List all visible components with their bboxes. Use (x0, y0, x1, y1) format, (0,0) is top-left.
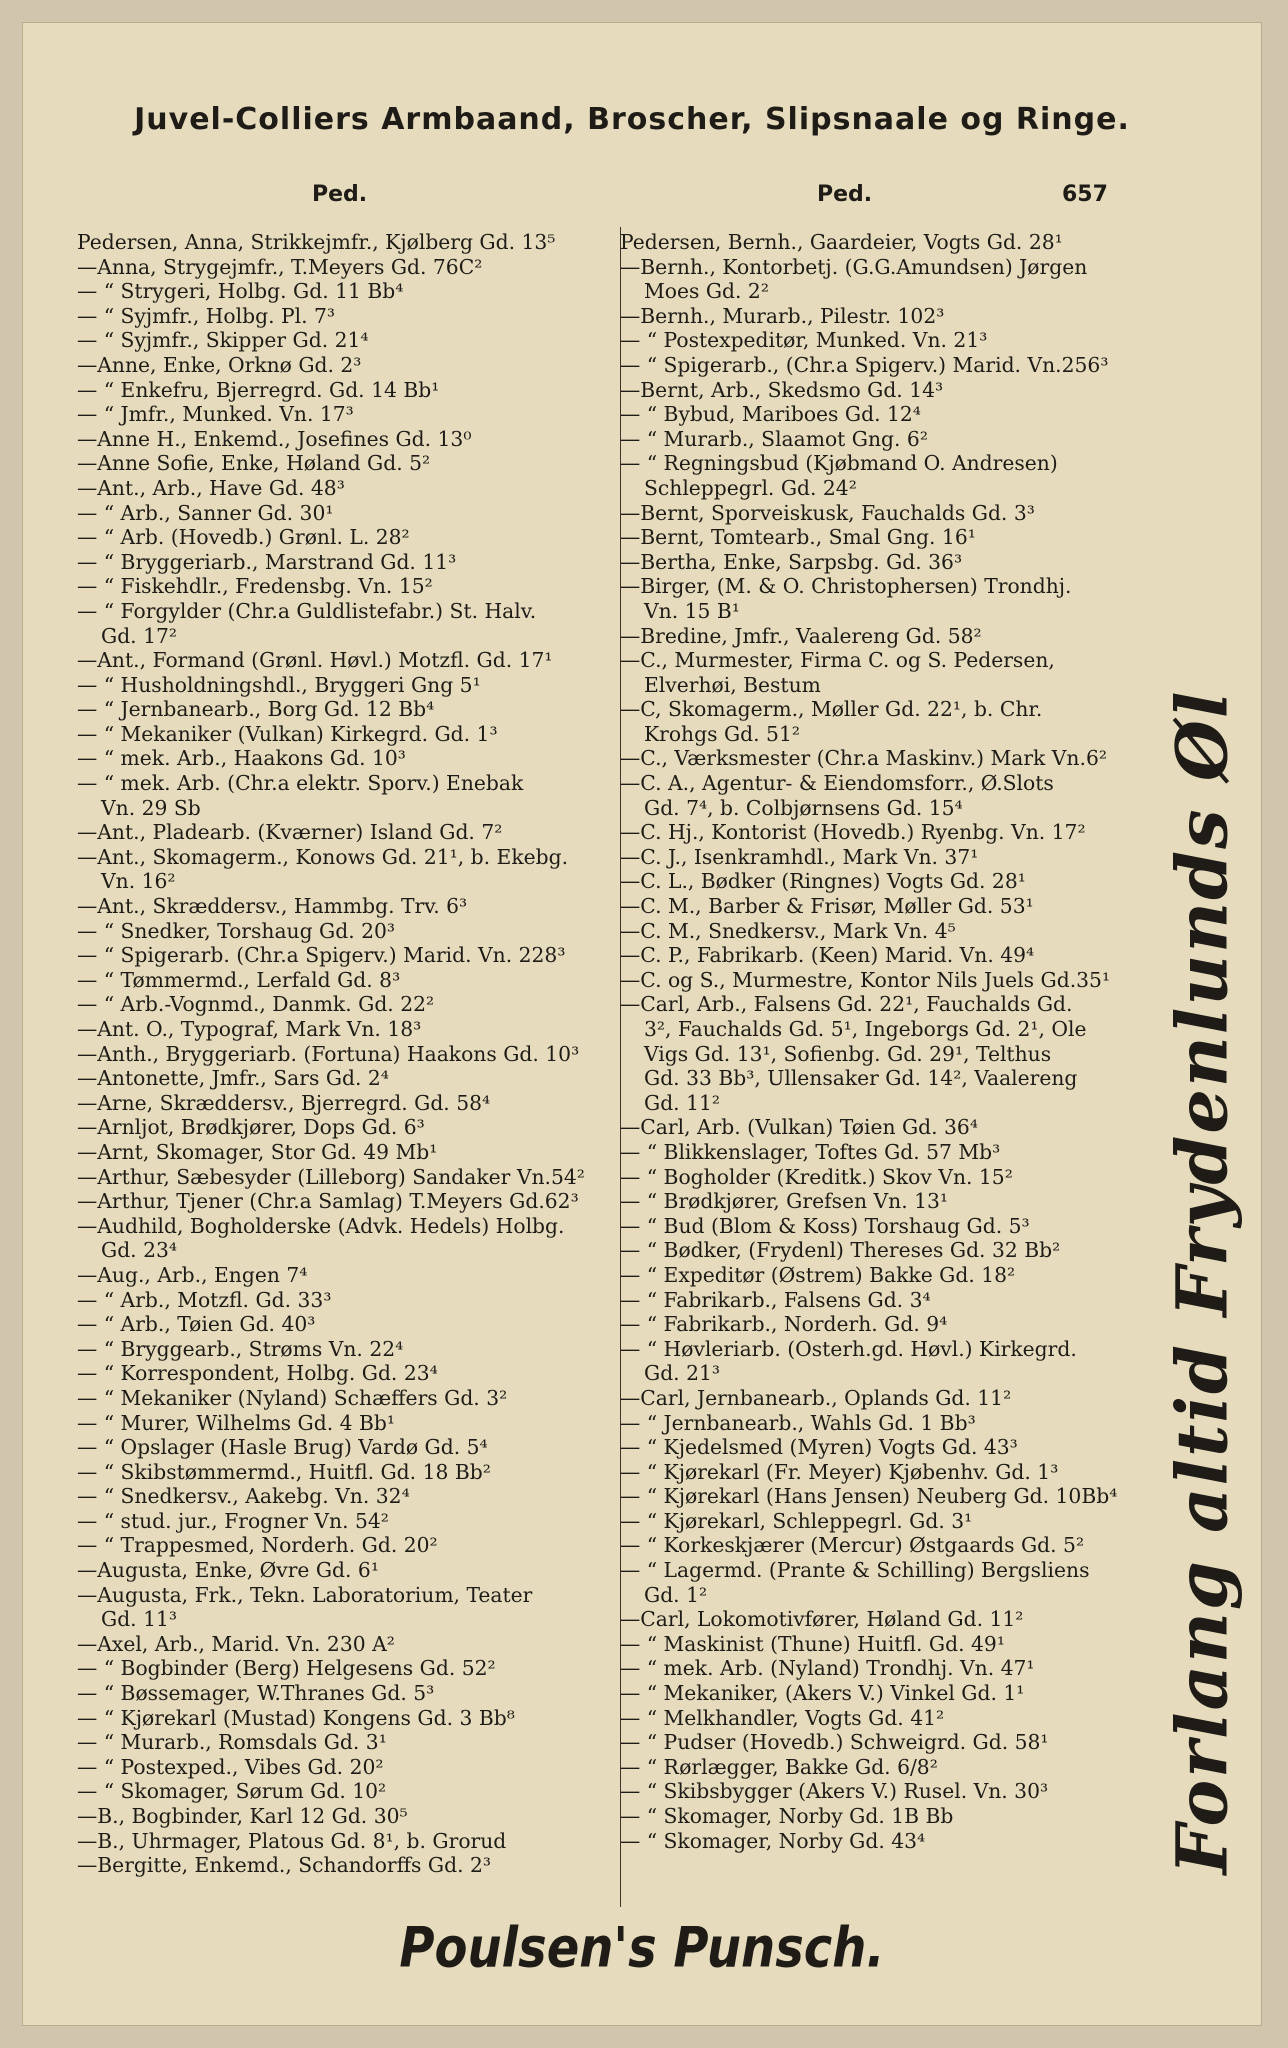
directory-entry: — “ Tømmermd., Lerfald Gd. 8³ (77, 967, 401, 992)
entry-continuation-line: Vn. 16² (101, 869, 176, 894)
directory-entry: — “ Blikkenslager, Toftes Gd. 57 Mb³ (620, 1139, 1001, 1164)
entry-continuation-line: Krohgs Gd. 51² (644, 721, 800, 746)
entry-continuation-line: Gd. 17² (101, 623, 178, 648)
directory-entry: —C. L., Bødker (Ringnes) Vogts Gd. 28¹ (620, 869, 1026, 894)
directory-entry: —Bernh., Kontorbetj. (G.G.Amundsen) Jørgen (620, 254, 1088, 279)
directory-entry: —Carl, Lokomotivfører, Høland Gd. 11² (620, 1607, 1024, 1632)
top-advertisement: Juvel-Colliers Armbaand, Broscher, Slipsnaale og Ringe. (134, 102, 1130, 137)
directory-entry: — “ Fabrikarb., Falsens Gd. 3⁴ (620, 1287, 931, 1312)
directory-entry: —Bertha, Enke, Sarpsbg. Gd. 36³ (620, 549, 963, 574)
directory-entry: —Anne H., Enkemd., Josefines Gd. 13⁰ (77, 426, 472, 451)
left-column (77, 230, 617, 1878)
directory-entry: — “ Regningsbud (Kjøbmand O. Andresen) (620, 451, 1058, 476)
directory-entry: — “ Skomager, Sørum Gd. 10² (77, 1779, 387, 1804)
directory-entry: — “ Arb., Motzfl. Gd. 33³ (77, 1287, 332, 1312)
directory-entry: — “ Expeditør (Østrem) Bakke Gd. 18² (620, 1262, 1016, 1287)
directory-entry: — “ mek. Arb., Haakons Gd. 10³ (77, 746, 406, 771)
header-center-keyword: Ped. (817, 182, 873, 207)
directory-entry: —C, Skomagerm., Møller Gd. 22¹, b. Chr. (620, 697, 1043, 722)
directory-entry: — “ Jmfr., Munked. Vn. 17³ (77, 402, 354, 427)
entry-continuation-line: Gd. 11³ (101, 1607, 178, 1632)
directory-entry: —Bernt, Sporveiskusk, Fauchalds Gd. 3³ (620, 500, 1035, 525)
directory-entry: — “ Bøssemager, W.Thranes Gd. 5³ (77, 1681, 435, 1706)
directory-entry: —Ant. O., Typograf, Mark Vn. 18³ (77, 1017, 422, 1041)
directory-entry: —B., Bogbinder, Karl 12 Gd. 30⁵ (77, 1804, 408, 1828)
directory-entry: —Carl, Jernbanearb., Oplands Gd. 11² (620, 1385, 1012, 1410)
directory-entry: — “ Mekaniker (Nyland) Schæffers Gd. 3² (77, 1385, 508, 1410)
directory-entry: —Axel, Arb., Marid. Vn. 230 A² (77, 1631, 395, 1656)
entry-continuation-line: Vigs Gd. 13¹, Sofienbg. Gd. 29¹, Telthus (644, 1041, 1052, 1066)
directory-entry: Pedersen, Anna, Strikkejmfr., Kjølberg Gd. 13⁵ (77, 230, 556, 254)
directory-entry: — “ Jernbanearb., Borg Gd. 12 Bb⁴ (77, 697, 435, 722)
directory-entry: —Bernt, Tomtearb., Smal Gng. 16¹ (620, 525, 976, 550)
directory-entry: —Anne Sofie, Enke, Høland Gd. 5² (77, 451, 431, 476)
directory-entry: — “ Murarb., Romsdals Gd. 3¹ (77, 1730, 387, 1755)
directory-entry: — “ Kjørekarl (Hans Jensen) Neuberg Gd. 10Bb⁴ (620, 1484, 1118, 1509)
directory-entry: — “ Bogholder (Kreditk.) Skov Vn. 15² (620, 1164, 1013, 1189)
directory-entry: — “ Rørlægger, Bakke Gd. 6/8² (620, 1754, 938, 1779)
directory-entry: — “ Enkefru, Bjerregrd. Gd. 14 Bb¹ (77, 377, 440, 402)
entry-continuation-line: Gd. 1² (644, 1582, 708, 1607)
directory-entry: —Aug., Arb., Engen 7⁴ (77, 1262, 308, 1287)
directory-entry: — “ Skomager, Norby Gd. 1B Bb (620, 1804, 954, 1828)
directory-entry: —Ant., Skræddersv., Hammbg. Trv. 6³ (77, 894, 468, 919)
directory-entry: —C. M., Snedkersv., Mark Vn. 4⁵ (620, 918, 956, 943)
directory-entry: — “ Forgylder (Chr.a Guldlistefabr.) St. Halv. (77, 598, 537, 623)
directory-entry: —C., Murmester, Firma C. og S. Pedersen, (620, 648, 1055, 673)
directory-entry: — “ Spigerarb., (Chr.a Spigerv.) Marid. Vn.256³ (620, 352, 1109, 377)
entry-continuation-line: Gd. 23⁴ (101, 1238, 178, 1263)
directory-entry: —C. og S., Murmestre, Kontor Nils Juels Gd.35¹ (620, 967, 1111, 992)
directory-entry: — “ Arb. (Hovedb.) Grønl. L. 28² (77, 525, 410, 550)
directory-entry: — “ Postexpeditør, Munked. Vn. 21³ (620, 328, 988, 353)
directory-entry: —Arthur, Tjener (Chr.a Samlag) T.Meyers Gd.62³ (77, 1189, 579, 1214)
directory-entry: — “ Bryggeriarb., Marstrand Gd. 11³ (77, 549, 457, 574)
directory-entry: — “ Arb.-Vognmd., Danmk. Gd. 22² (77, 992, 435, 1017)
entry-continuation-line: 3², Fauchalds Gd. 5¹, Ingeborgs Gd. 2¹, Ole (644, 1017, 1087, 1041)
directory-entry: —Audhild, Bogholderske (Advk. Hedels) Holbg. (77, 1213, 565, 1238)
directory-entry: — “ Skomager, Norby Gd. 43⁴ (620, 1828, 926, 1853)
directory-entry: — “ mek. Arb. (Nyland) Trondhj. Vn. 47¹ (620, 1656, 1035, 1681)
directory-entry: —C. J., Isenkramhdl., Mark Vn. 37¹ (620, 844, 979, 869)
directory-entry: —Augusta, Enke, Øvre Gd. 6¹ (77, 1558, 379, 1583)
directory-entry: — “ Kjedelsmed (Myren) Vogts Gd. 43³ (620, 1435, 1018, 1460)
directory-entry: — “ Bødker, (Frydenl) Thereses Gd. 32 Bb² (620, 1238, 1061, 1263)
directory-entry: — “ Arb., Tøien Gd. 40³ (77, 1312, 316, 1337)
directory-entry: — “ Murer, Wilhelms Gd. 4 Bb¹ (77, 1410, 395, 1435)
directory-entry: — “ Trappesmed, Norderh. Gd. 20² (77, 1533, 438, 1558)
directory-entry: — “ Mekaniker, (Akers V.) Vinkel Gd. 1¹ (620, 1681, 1025, 1706)
directory-entry: —Antonette, Jmfr., Sars Gd. 2⁴ (77, 1066, 389, 1091)
directory-entry: — “ Syjmfr., Skipper Gd. 21⁴ (77, 328, 369, 353)
directory-entry: — “ Syjmfr., Holbg. Pl. 7³ (77, 303, 336, 328)
right-column (620, 230, 1160, 1853)
directory-entry: — “ Bybud, Mariboes Gd. 12⁴ (620, 402, 921, 427)
directory-entry: — “ Mekaniker (Vulkan) Kirkegrd. Gd. 1³ (77, 721, 498, 746)
directory-entry: —Anth., Bryggeriarb. (Fortuna) Haakons Gd. 10³ (77, 1041, 580, 1066)
directory-entry: — “ Postexped., Vibes Gd. 20² (77, 1754, 384, 1779)
directory-entry: —Ant., Arb., Have Gd. 48³ (77, 475, 345, 500)
directory-entry: — “ Høvleriarb. (Osterh.gd. Høvl.) Kirkegrd. (620, 1336, 1077, 1361)
directory-entry: —C. M., Barber & Frisør, Møller Gd. 53¹ (620, 894, 1034, 919)
directory-entry: —Carl, Arb. (Vulkan) Tøien Gd. 36⁴ (620, 1115, 978, 1140)
directory-entry: — “ Snedkersv., Aakebg. Vn. 32⁴ (77, 1484, 410, 1509)
directory-entry: — “ Kjørekarl (Mustad) Kongens Gd. 3 Bb⁸ (77, 1705, 515, 1730)
directory-entry: —Augusta, Frk., Tekn. Laboratorium, Teater (77, 1582, 533, 1607)
directory-entry: — “ Brødkjører, Grefsen Vn. 13¹ (620, 1189, 949, 1214)
directory-entry: —C. A., Agentur- & Eiendomsforr., Ø.Slots (620, 771, 1054, 796)
directory-entry: — “ Bogbinder (Berg) Helgesens Gd. 52² (77, 1656, 496, 1681)
entry-continuation-line: Moes Gd. 2² (644, 279, 769, 304)
directory-entry: —C. Hj., Kontorist (Hovedb.) Ryenbg. Vn. 17² (620, 820, 1086, 845)
directory-entry: —B., Uhrmager, Platous Gd. 8¹, b. Grorud (77, 1828, 507, 1853)
directory-entry: — “ Strygeri, Holbg. Gd. 11 Bb⁴ (77, 279, 404, 304)
directory-entry: — “ Husholdningshdl., Bryggeri Gng 5¹ (77, 672, 481, 697)
bottom-advertisement: Poulsen's Punsch. (399, 1915, 885, 1981)
directory-entry: — “ Kjørekarl (Fr. Meyer) Kjøbenhv. Gd. 1³ (620, 1459, 1059, 1484)
directory-entry: —Arthur, Sæbesyder (Lilleborg) Sandaker Vn.54² (77, 1164, 585, 1189)
directory-entry: —Birger, (M. & O. Christophersen) Trondhj. (620, 574, 1072, 599)
directory-page (22, 22, 1262, 2026)
directory-entry: — “ Jernbanearb., Wahls Gd. 1 Bb³ (620, 1410, 976, 1435)
entry-continuation-line: Gd. 33 Bb³, Ullensaker Gd. 14², Vaalereng (644, 1066, 1078, 1091)
directory-entry: —Ant., Skomagerm., Konows Gd. 21¹, b. Ekebg. (77, 844, 569, 869)
entry-continuation-line: Vn. 29 Sb (101, 795, 201, 820)
directory-entry: — “ Bud (Blom & Koss) Torshaug Gd. 5³ (620, 1213, 1030, 1238)
directory-entry: — “ Maskinist (Thune) Huitfl. Gd. 49¹ (620, 1631, 1005, 1656)
directory-entry: —Arnljot, Brødkjører, Dops Gd. 6³ (77, 1115, 425, 1140)
directory-entry: Pedersen, Bernh., Gaardeier, Vogts Gd. 28¹ (620, 230, 1063, 254)
directory-entry: — “ Melkhandler, Vogts Gd. 41² (620, 1705, 945, 1730)
directory-entry: — “ Kjørekarl, Schleppegrl. Gd. 3¹ (620, 1508, 973, 1533)
directory-entry: — “ Skibsbygger (Akers V.) Rusel. Vn. 30³ (620, 1779, 1049, 1804)
directory-entry: — “ Fabrikarb., Norderh. Gd. 9⁴ (620, 1312, 948, 1337)
directory-entry: —C., Værksmester (Chr.a Maskinv.) Mark Vn.6² (620, 746, 1107, 771)
directory-entry: — “ Korrespondent, Holbg. Gd. 23⁴ (77, 1361, 438, 1386)
directory-entry: —Bredine, Jmfr., Vaalereng Gd. 58² (620, 623, 982, 648)
directory-entry: —Anne, Enke, Orknø Gd. 2³ (77, 352, 362, 377)
directory-entry: —Arne, Skræddersv., Bjerregrd. Gd. 58⁴ (77, 1090, 491, 1115)
entry-continuation-line: Gd. 21³ (644, 1361, 721, 1386)
page-number: 657 (1062, 182, 1108, 207)
directory-entry: —C. P., Fabrikarb. (Keen) Marid. Vn. 49⁴ (620, 943, 1035, 968)
directory-entry: — “ Snedker, Torshaug Gd. 20³ (77, 918, 396, 943)
directory-entry: — “ mek. Arb. (Chr.a elektr. Sporv.) Enebak (77, 771, 524, 796)
header-left-keyword: Ped. (312, 182, 368, 207)
directory-entry: — “ Bryggearb., Strøms Vn. 22⁴ (77, 1336, 404, 1361)
directory-entry: — “ Spigerarb. (Chr.a Spigerv.) Marid. Vn. 228³ (77, 943, 566, 968)
directory-entry: — “ Opslager (Hasle Brug) Vardø Gd. 5⁴ (77, 1435, 488, 1460)
directory-entry: — “ Pudser (Hovedb.) Schweigrd. Gd. 58¹ (620, 1730, 1049, 1755)
entry-continuation-line: Vn. 15 B¹ (644, 598, 740, 623)
side-advertisement: Forlang altid Frydenlunds Øl (1160, 689, 1244, 1875)
directory-entry: —Anna, Strygejmfr., T.Meyers Gd. 76C² (77, 254, 483, 279)
entry-continuation-line: Elverhøi, Bestum (644, 672, 821, 697)
entry-continuation-line: Schleppegrl. Gd. 24² (644, 475, 857, 500)
directory-entry: — “ Lagermd. (Prante & Schilling) Bergsliens (620, 1558, 1090, 1583)
entry-continuation-line: Gd. 7⁴, b. Colbjørnsens Gd. 15⁴ (644, 795, 963, 820)
directory-entry: —Ant., Pladearb. (Kværner) Island Gd. 7² (77, 820, 503, 845)
directory-entry: —Bernt, Arb., Skedsmo Gd. 14³ (620, 377, 944, 402)
directory-entry: — “ Skibstømmermd., Huitfl. Gd. 18 Bb² (77, 1459, 491, 1484)
directory-entry: —Bergitte, Enkemd., Schandorffs Gd. 2³ (77, 1853, 491, 1878)
entry-continuation-line: Gd. 11² (644, 1090, 721, 1115)
directory-entry: —Ant., Formand (Grønl. Høvl.) Motzfl. Gd. 17¹ (77, 648, 553, 673)
directory-entry: — “ Murarb., Slaamot Gng. 6² (620, 426, 928, 451)
directory-entry: —Carl, Arb., Falsens Gd. 22¹, Fauchalds Gd. (620, 992, 1073, 1017)
directory-entry: — “ Arb., Sanner Gd. 30¹ (77, 500, 334, 525)
directory-entry: — “ stud. jur., Frogner Vn. 54² (77, 1508, 389, 1533)
directory-entry: —Arnt, Skomager, Stor Gd. 49 Mb¹ (77, 1139, 438, 1164)
directory-entry: —Bernh., Murarb., Pilestr. 102³ (620, 303, 945, 328)
directory-entry: — “ Fiskehdlr., Fredensbg. Vn. 15² (77, 574, 433, 599)
directory-entry: — “ Korkeskjærer (Mercur) Østgaards Gd. 5² (620, 1533, 1085, 1558)
